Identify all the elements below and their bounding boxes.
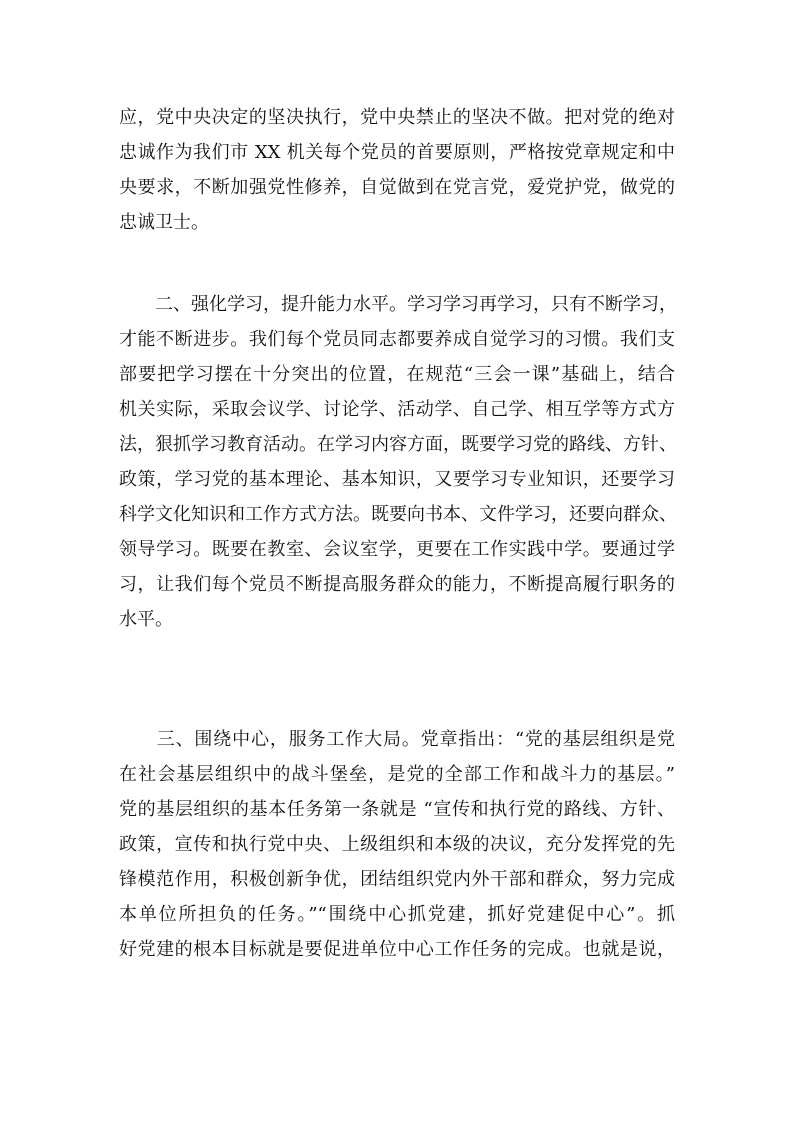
paragraph-line: 二、强化学习，提升能力水平。学习学习再学习，只有不断学习， (119, 294, 677, 315)
paragraph-line: 在社会基层组织中的战斗堡垒，是党的全部工作和战斗力的基层。” (119, 764, 675, 785)
paragraph-line: 锋模范作用，积极创新争优，团结组织党内外干部和群众，努力完成 (119, 869, 675, 890)
paragraph-loyalty-continuation (119, 100, 675, 240)
paragraph-line: 部要把学习摆在十分突出的位置，在规范“三会一课”基础上，结合 (119, 364, 675, 385)
paragraph-line: 科学文化知识和工作方式方法。既要向书本、文件学习，还要向群众、 (119, 504, 677, 525)
paragraph-line: 党的基层组织的基本任务第一条就是 “宣传和执行党的路线、方针、 (119, 799, 675, 820)
paragraph-line: 好党建的根本目标就是要促进单位中心工作任务的完成。也就是说， (119, 939, 675, 960)
paragraph-line: 政策，学习党的基本理论、基本知识，又要学习专业知识，还要学习 (119, 469, 675, 490)
paragraph-serve-center (119, 722, 675, 967)
paragraph-line: 政策，宣传和执行党中央、上级组织和本级的决议，充分发挥党的先 (119, 834, 675, 855)
paragraph-line: 忠诚卫士。 (119, 212, 209, 233)
paragraph-strengthen-learning (119, 287, 675, 637)
paragraph-line: 忠诚作为我们市 XX 机关每个党员的首要原则，严格按党章规定和中 (119, 142, 675, 163)
paragraph-line: 机关实际，采取会议学、讨论学、活动学、自己学、相互学等方式方 (119, 399, 675, 420)
paragraph-line: 三、围绕中心，服务工作大局。党章指出：“党的基层组织是党 (119, 729, 675, 750)
paragraph-line: 本单位所担负的任务。”“围绕中心抓党建，抓好党建促中心”。抓 (119, 904, 675, 925)
paragraph-line: 法，狠抓学习教育活动。在学习内容方面，既要学习党的路线、方针、 (119, 434, 677, 455)
paragraph-line: 央要求，不断加强党性修养，自觉做到在党言党，爱党护党，做党的 (119, 177, 675, 198)
paragraph-line: 才能不断进步。我们每个党员同志都要养成自觉学习的习惯。我们支 (119, 329, 675, 350)
paragraph-line: 领导学习。既要在教室、会议室学，更要在工作实践中学。要通过学 (119, 539, 675, 560)
paragraph-line: 水平。 (119, 609, 173, 630)
paragraph-line: 习，让我们每个党员不断提高服务群众的能力，不断提高履行职务的 (119, 574, 675, 595)
paragraph-line: 应，党中央决定的坚决执行，党中央禁止的坚决不做。把对党的绝对 (119, 107, 675, 128)
